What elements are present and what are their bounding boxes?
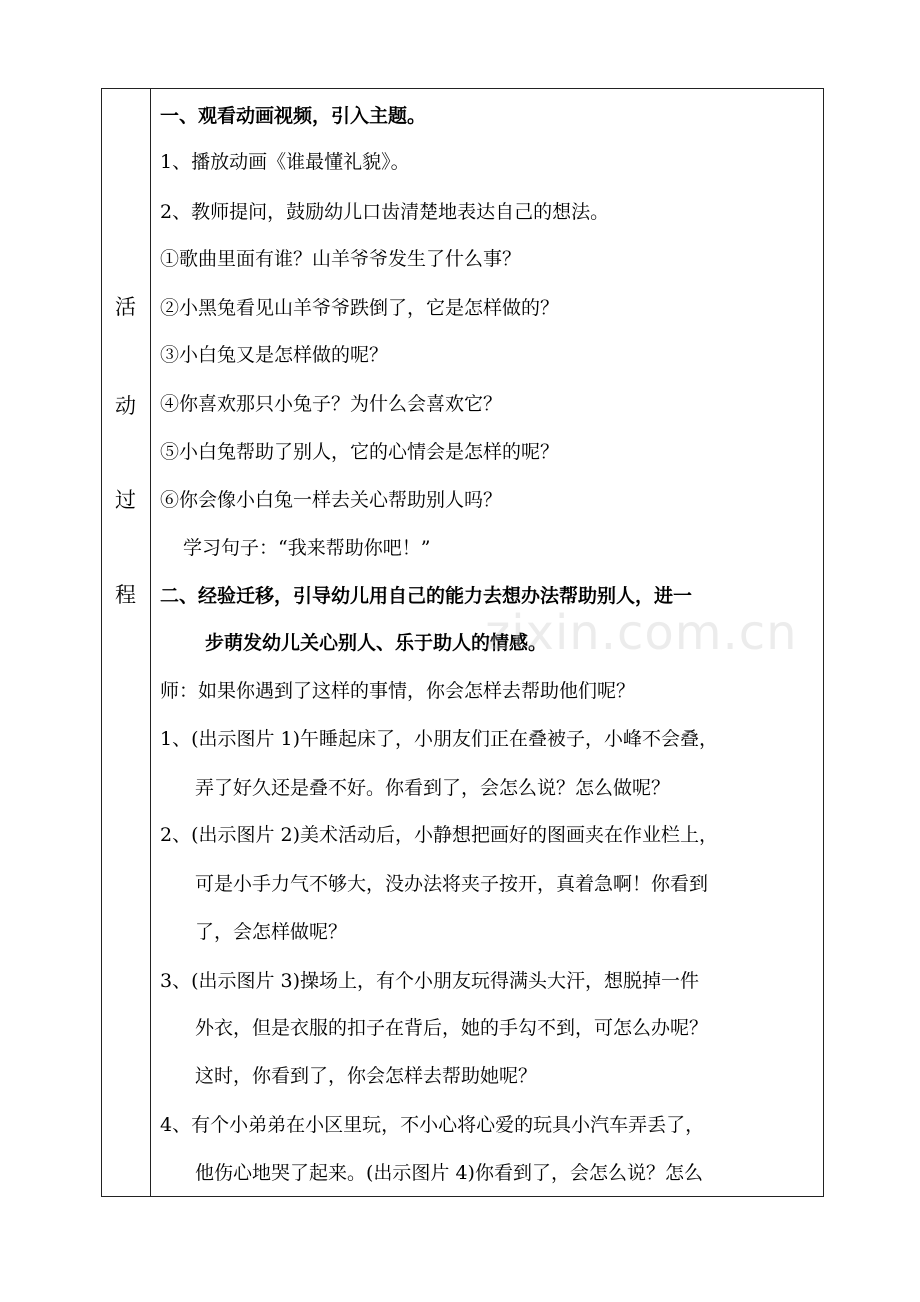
question-3: ③小白兔又是怎样做的呢？ — [160, 344, 389, 366]
scenario2-line2: 可是小手力气不够大，没办法将夹子按开，真着急啊！你看到 — [195, 873, 709, 895]
question-2: ②小黑兔看见山羊爷爷跌倒了，它是怎样做的？ — [160, 297, 560, 319]
watermark: zixin.com.cn — [485, 605, 798, 661]
section1-heading: 一、观看动画视频，引入主题。 — [160, 105, 427, 127]
section2-heading-line2: 步萌发幼儿关心别人、乐于助人的情感。 — [205, 632, 548, 654]
scenario2-line3: 了，会怎样做呢？ — [195, 921, 348, 943]
section2-heading-line1: 二、经验迁移，引导幼儿用自己的能力去想办法帮助别人，进一 — [160, 585, 693, 607]
question-5: ⑤小白兔帮助了别人，它的心情会是怎样的呢？ — [160, 441, 560, 463]
section-label-column — [102, 89, 151, 1196]
question-1: ①歌曲里面有谁？山羊爷爷发生了什么事？ — [160, 248, 522, 270]
scenario3-line1: 3、(出示图片 3)操场上，有个小朋友玩得满头大汗，想脱掉一件 — [160, 970, 700, 992]
question-6: ⑥你会像小白兔一样去关心帮助别人吗？ — [160, 489, 503, 511]
label-char-4: 程 — [115, 583, 136, 607]
scenario3-line3: 这时，你看到了，你会怎样去帮助她呢？ — [195, 1065, 538, 1087]
label-char-1: 活 — [115, 295, 136, 319]
question-4: ④你喜欢那只小兔子？为什么会喜欢它？ — [160, 393, 503, 415]
scenario4-line1: 4、有个小弟弟在小区里玩，不小心将心爱的玩具小汽车弄丢了， — [160, 1114, 705, 1136]
section1-item2: 2、教师提问，鼓励幼儿口齿清楚地表达自己的想法。 — [160, 201, 610, 223]
teacher-question: 师：如果你遇到了这样的事情，你会怎样去帮助他们呢？ — [160, 680, 636, 702]
scenario1-line1: 1、(出示图片 1)午睡起床了，小朋友们正在叠被子，小峰不会叠， — [160, 728, 719, 750]
scenario3-line2: 外衣，但是衣服的扣子在背后，她的手勾不到，可怎么办呢？ — [195, 1017, 709, 1039]
label-char-2: 动 — [115, 394, 136, 418]
practice-sentence: 学习句子：“我来帮助你吧！” — [183, 537, 431, 559]
label-char-3: 过 — [115, 488, 136, 512]
scenario2-line1: 2、(出示图片 2)美术活动后，小静想把画好的图画夹在作业栏上， — [160, 824, 719, 846]
section1-item1: 1、播放动画《谁最懂礼貌》。 — [160, 151, 410, 173]
scenario4-line2: 他伤心地哭了起来。(出示图片 4)你看到了，会怎么说？怎么 — [195, 1162, 703, 1184]
scenario1-line2: 弄了好久还是叠不好。你看到了，会怎么说？怎么做呢？ — [195, 777, 671, 799]
lesson-table — [101, 88, 824, 1197]
